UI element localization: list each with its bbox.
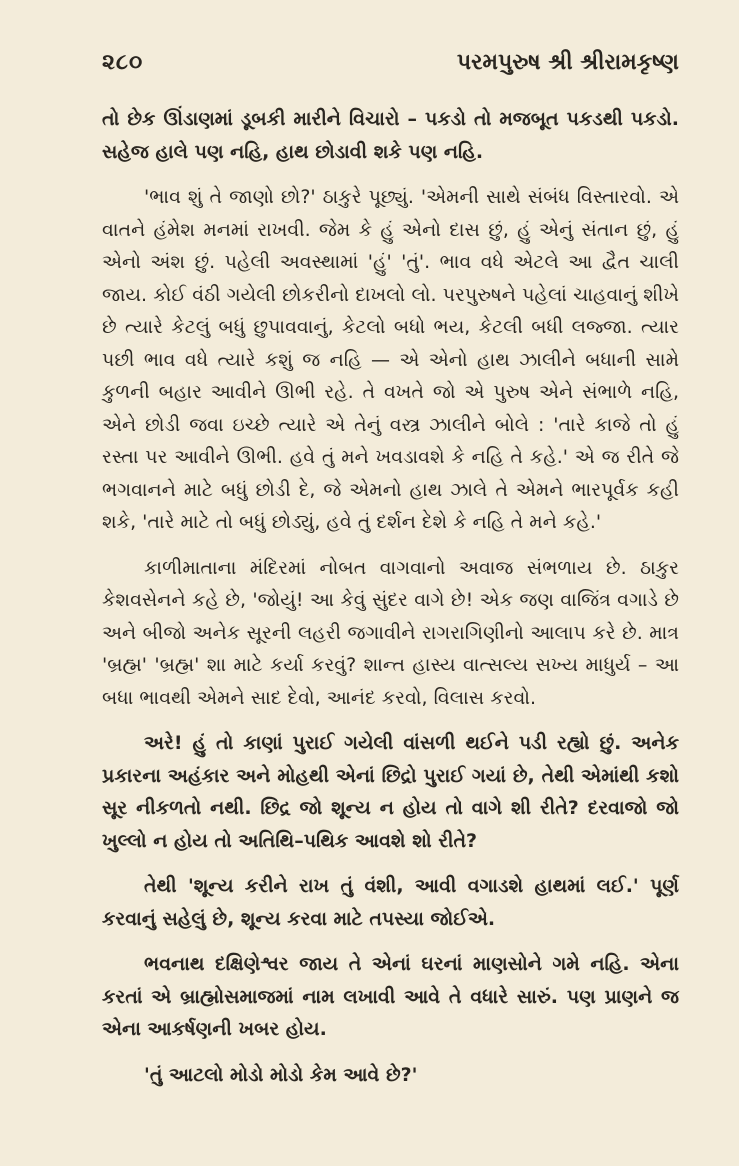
- body-text: [102, 103, 679, 1091]
- paragraph: 'તું આટલો મોડો મોડો કેમ આવે છે?': [144, 1063, 418, 1086]
- paragraph: ભવનાથ દક્ષિણેશ્વર જાય તે એનાં ઘરનાં માણસોને ગમે નહિ. એના કરતાં એ બ્રાહ્મોસમાજમાં નામ લખાવી આવે તે વધારે સારું. પણ પ્રાણને જ એના આકર્ષણની ખબર હોય.: [102, 953, 679, 1040]
- page-header: [102, 50, 679, 75]
- page-number: ૨૮૦: [102, 50, 144, 75]
- paragraph: કાળીમાતાના મંદિરમાં નોબત વાગવાનો અવાજ સંભળાય છે. ઠાકુર કેશવસેનને કહે છે, 'જોયું! આ કેવું સુંદર વાગે છે! એક જણ વાજિંત્ર વગાડે છે અને બીજો અનેક સૂરની લહરી જગાવીને રાગરાગિણીનો આલાપ કરે છે. માત્ર 'બ્રહ્મ' 'બ્રહ્મ' શા માટે કર્યા કરવું? શાન્ત હાસ્ય વાત્સલ્ય સખ્ય માધુર્ય – આ બધા ભાવથી એમને સાદ દેવો, આનંદ કરવો, વિલાસ કરવો.: [102, 556, 679, 709]
- paragraph: 'ભાવ શું તે જાણો છો?' ઠાકુરે પૂછ્યું. 'એમની સાથે સંબંધ વિસ્તારવો. એ વાતને હંમેશ મનમાં રાખવી. જેમ કે હું એનો દાસ છું, હું એનું સંતાન છું, હું એનો અંશ છું. પહેલી અવસ્થામાં 'હું' 'તું'. ભાવ વધે એટલે આ દ્વૈત ચાલી જાય. કોઈ વંઠી ગયેલી છોકરીનો દાખલો લો. પરપુરુષને પહેલાં ચાહવાનું શીખે છે ત્યારે કેટલું બધું છુપાવવાનું, કેટલો બધો ભય, કેટલી બધી લજ્જા. ત્યાર પછી ભાવ વધે ત્યારે કશું જ નહિ — એ એનો હાથ ઝાલીને બધાની સામે કુળની બહાર આવીને ઊભી રહે. તે વખતે જો એ પુરુષ એને સંભાળે નહિ, એને છોડી જવા ઇચ્છે ત્યારે એ તેનું વસ્ત્ર ઝાલીને બોલે : 'તારે કાજે તો હું રસ્તા પર આવીને ઊભી. હવે તું મને ખવડાવશે કે નહિ તે કહે.' એ જ રીતે જે ભગવાનને માટે બધું છોડી દે, જે એમનો હાથ ઝાલે તે એમને ભારપૂર્વક કહી શકે, 'તારે માટે તો બધું છોડ્યું, હવે તું દર્શન દેશે કે નહિ તે મને કહે.': [102, 186, 679, 533]
- running-title: પરમપુરુષ શ્રી શ્રીરામકૃષ્ણ: [456, 50, 679, 75]
- paragraph: તેથી 'શૂન્ય કરીને રાખ તું વંશી, આવી વગાડશે હાથમાં લઈ.' પૂર્ણ કરવાનું સહેલું છે, શૂન્ય કરવા માટે તપસ્યા જોઈએ.: [102, 875, 679, 930]
- paragraph: અરે! હું તો કાણાં પુરાઈ ગયેલી વાંસળી થઈને પડી રહ્યો છું. અનેક પ્રકારના અહંકાર અને મોહથી એનાં છિદ્રો પુરાઈ ગયાં છે, તેથી એમાંથી કશો સૂર નીકળતો નથી. છિદ્ર જો શૂન્ય ન હોય તો વાગે શી રીતે? દરવાજો જો ખુલ્લો ન હોય તો અતિથિ–પથિક આવશે શો રીતે?: [102, 732, 679, 852]
- paragraph: તો છેક ઊંડાણમાં ડૂબકી મારીને વિચારો – પકડો તો મજબૂત પકડથી પકડો. સહેજ હાલે પણ નહિ, હાથ છોડાવી શકે પણ નહિ.: [102, 108, 679, 163]
